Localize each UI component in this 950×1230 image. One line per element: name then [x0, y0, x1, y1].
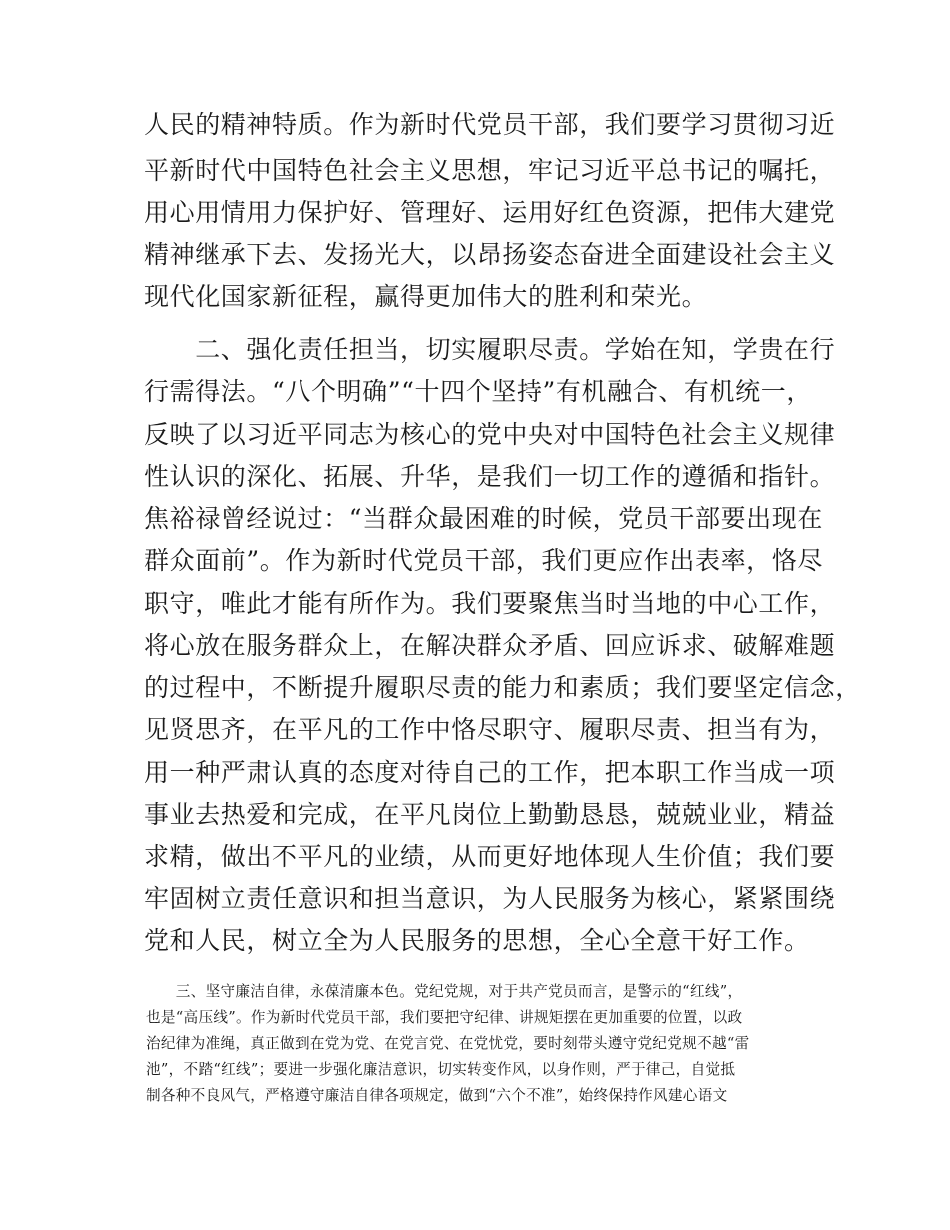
paragraph-3-line: 治纪律为准绳，真正做到在党为党、在党言党、在党忧党，要时刻带头遵守党纪党规不越“雷 [146, 1035, 750, 1052]
paragraph-2-line: 牢固树立责任意识和担当意识，为人民服务为核心，紧紧围绕 [144, 884, 836, 913]
paragraph-1-line: 用心用情用力保护好、管理好、运用好红色资源，把伟大建党 [144, 198, 836, 227]
paragraph-2-line: 的过程中，不断提升履职尽责的能力和素质；我们要坚定信念， [144, 673, 861, 702]
paragraph-2-line: 党和人民，树立全为人民服务的思想，全心全意干好工作。 [144, 926, 810, 955]
paragraph-2-line: 用一种严肃认真的态度对待自己的工作，把本职工作当成一项 [144, 758, 836, 787]
paragraph-3-line: 池”，不踏“红线”；要进一步强化廉洁意识，切实转变作风，以身作则，严于律己，自觉抵 [146, 1061, 736, 1078]
paragraph-2-line: 反映了以习近平同志为核心的党中央对中国特色社会主义规律 [144, 420, 836, 449]
paragraph-2-line: 见贤思齐，在平凡的工作中恪尽职守、履职尽责、担当有为， [144, 715, 836, 744]
paragraph-1-line: 平新时代中国特色社会主义思想，牢记习近平总书记的嘱托， [144, 156, 836, 185]
paragraph-3-line: 制各种不良风气，严格遵守廉洁自律各项规定，做到“六个不准”，始终保持作风建心语文 [146, 1087, 728, 1104]
paragraph-1-line: 现代化国家新征程，赢得更加伟大的胜利和荣光。 [144, 282, 708, 311]
paragraph-1-line: 精神继承下去、发扬光大，以昂扬姿态奋进全面建设社会主义 [144, 240, 836, 269]
paragraph-2-line: 焦裕禄曾经说过：“当群众最困难的时候，党员干部要出现在 [144, 504, 823, 533]
paragraph-2-line: 求精，做出不平凡的业绩，从而更好地体现人生价值；我们要 [144, 842, 836, 871]
paragraph-2-line: 群众面前”。作为新时代党员干部，我们更应作出表率，恪尽 [144, 546, 823, 575]
paragraph-2-line: 行需得法。“八个明确”“十四个坚持”有机融合、有机统一， [144, 377, 812, 406]
paragraph-3-line: 也是“高压线”。作为新时代党员干部，我们要把守纪律、讲规矩摆在更加重要的位置，以政 [146, 1009, 743, 1026]
paragraph-1-line: 人民的精神特质。作为新时代党员干部，我们要学习贯彻习近 [144, 110, 836, 139]
paragraph-2-line: 将心放在服务群众上，在解决群众矛盾、回应诉求、破解难题 [144, 631, 836, 660]
paragraph-3-line: 三、坚守廉洁自律，永葆清廉本色。党纪党规，对于共产党员而言，是警示的“红线”， [146, 983, 743, 1000]
paragraph-2-line: 性认识的深化、拓展、升华，是我们一切工作的遵循和指针。 [144, 462, 836, 491]
paragraph-2-line: 事业去热爱和完成，在平凡岗位上勤勤恳恳，兢兢业业，精益 [144, 800, 836, 829]
paragraph-2-line: 二、强化责任担当，切实履职尽责。学始在知，学贵在行 [144, 335, 836, 364]
paragraph-2-line: 职守，唯此才能有所作为。我们要聚焦当时当地的中心工作， [144, 589, 836, 618]
